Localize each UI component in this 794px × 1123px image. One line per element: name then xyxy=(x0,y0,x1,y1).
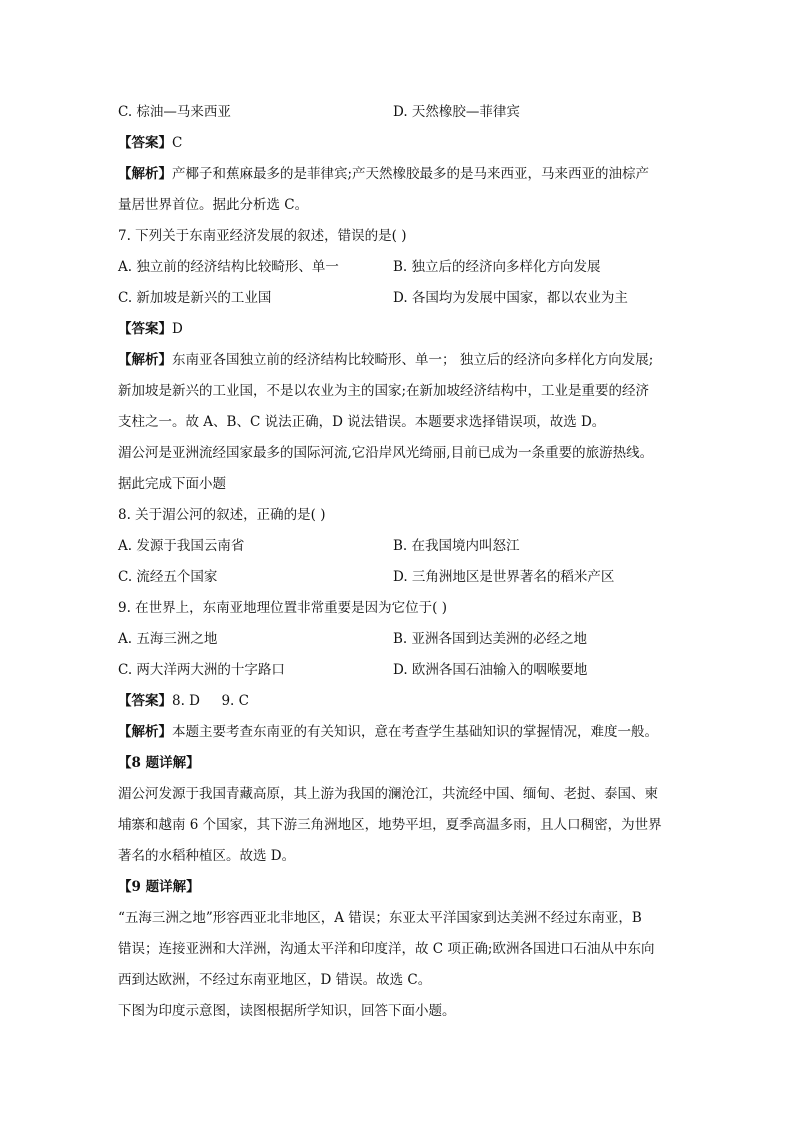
material-line-2: 据此完成下面小题 xyxy=(118,476,226,492)
answer-tag: 【答案】 xyxy=(118,321,172,337)
q8-detail-line-1: 湄公河发源于我国青藏高原，其上游为我国的澜沧江，共流经中国、缅甸、老挝、泰国、柬 xyxy=(118,786,658,802)
q8-option-c: C. 流经五个国家 xyxy=(118,569,218,585)
q9-option-d: D. 欧洲各国石油输入的咽喉要地 xyxy=(393,662,588,678)
q9-detail-line-1: “五海三洲之地”形容西亚北非地区，A 错误；东亚太平洋国家到达美洲不经过东南亚，B xyxy=(118,910,642,926)
q8-stem: 8. 关于湄公河的叙述，正确的是( ) xyxy=(118,507,326,523)
q6-analysis-line-1 xyxy=(118,164,678,184)
q8-option-b: B. 在我国境内叫怒江 xyxy=(393,538,520,554)
analysis-tag: 【解析】 xyxy=(118,352,172,368)
q7-analysis-line-3: 支柱之一。故 A、B、C 说法正确，D 说法错误。本题要求选择错误项，故选 D。 xyxy=(118,414,606,430)
q8-detail-line-2: 埔寨和越南 6 个国家，其下游三角洲地区，地势平坦，夏季高温多雨，且人口稠密，为世界 xyxy=(118,817,662,833)
q9-option-c: C. 两大洋两大洲的十字路口 xyxy=(118,662,285,678)
q7-stem: 7. 下列关于东南亚经济发展的叙述，错误的是( ) xyxy=(118,228,407,244)
q6-option-d: D. 天然橡胶—菲律宾 xyxy=(393,104,520,120)
q6-answer xyxy=(118,133,678,153)
q7-analysis-line-2: 新加坡是新兴的工业国，不是以农业为主的国家;在新加坡经济结构中，工业是重要的经济 xyxy=(118,383,650,399)
q9-option-b: B. 亚洲各国到达美洲的必经之地 xyxy=(393,631,588,647)
analysis-tag: 【解析】 xyxy=(118,166,172,182)
q9-detail-line-3: 西到达欧洲，不经过东南亚地区，D 错误。故选 C。 xyxy=(118,972,432,988)
q7-option-d: D. 各国均为发展中国家，都以农业为主 xyxy=(393,290,628,306)
answer-text: 8. D 9. C xyxy=(172,693,249,709)
analysis-text: 东南亚各国独立前的经济结构比较畸形、单一； 独立后的经济向多样化方向发展; xyxy=(172,352,654,368)
q6-option-c: C. 棕油—马来西亚 xyxy=(118,104,231,120)
next-question-intro: 下图为印度示意图，读图根据所学知识，回答下面小题。 xyxy=(118,1003,456,1019)
q9-detail-line-2: 错误；连接亚洲和大洋洲，沟通太平洋和印度洋，故 C 项正确;欧洲各国进口石油从中东向 xyxy=(118,941,655,957)
answer-text: C xyxy=(172,135,183,151)
q8-detail-line-3: 著名的水稻种植区。故选 D。 xyxy=(118,848,296,864)
q7-option-b: B. 独立后的经济向多样化方向发展 xyxy=(393,259,601,275)
answer-tag: 【答案】 xyxy=(118,693,172,709)
analysis-text: 本题主要考查东南亚的有关知识，意在考查学生基础知识的掌握情况，难度一般。 xyxy=(172,724,658,740)
q7-analysis-line-1 xyxy=(118,350,678,370)
q8-option-d: D. 三角洲地区是世界著名的稻米产区 xyxy=(393,569,615,585)
answer-tag: 【答案】 xyxy=(118,135,172,151)
q8-q9-answer xyxy=(118,691,678,711)
q9-stem: 9. 在世界上，东南亚地理位置非常重要是因为它位于( ) xyxy=(118,600,447,616)
q7-answer xyxy=(118,319,678,339)
q8-detail-heading: 【8 题详解】 xyxy=(118,755,200,771)
q8-option-a: A. 发源于我国云南省 xyxy=(118,538,245,554)
analysis-text: 产椰子和蕉麻最多的是菲律宾;产天然橡胶最多的是马来西亚，马来西亚的油棕产 xyxy=(172,166,650,182)
q8-q9-analysis xyxy=(118,722,678,742)
q9-option-a: A. 五海三洲之地 xyxy=(118,631,218,647)
answer-text: D xyxy=(172,321,183,337)
material-line-1: 湄公河是亚洲流经国家最多的国际河流,它沿岸风光绮丽,目前已成为一条重要的旅游热线。 xyxy=(118,445,654,461)
q7-option-a: A. 独立前的经济结构比较畸形、单一 xyxy=(118,259,339,275)
q6-analysis-line-2: 量居世界首位。据此分析选 C。 xyxy=(118,197,309,213)
q9-detail-heading: 【9 题详解】 xyxy=(118,879,200,895)
analysis-tag: 【解析】 xyxy=(118,724,172,740)
q7-option-c: C. 新加坡是新兴的工业国 xyxy=(118,290,272,306)
